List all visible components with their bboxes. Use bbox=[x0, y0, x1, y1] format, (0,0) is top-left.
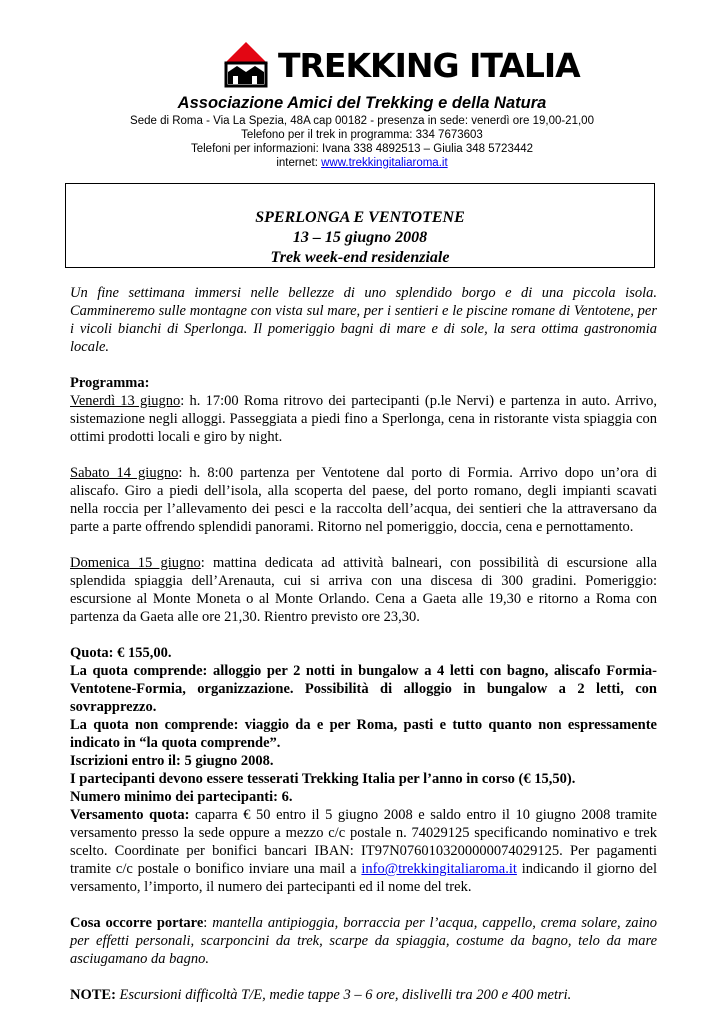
association-name: Associazione Amici del Trekking e della Natura bbox=[177, 94, 547, 112]
info-line-address: Sede di Roma - Via La Spezia, 48A cap 00182 - presenza in sede: venerdì ore 19,00-21,00 bbox=[130, 115, 594, 127]
trek-dates: 13 – 15 giugno 2008 bbox=[292, 229, 428, 246]
day-text-saturday: : h. 8:00 partenza per Ventotene dal porto di Formia. Arrivo dopo un’ora di aliscafo. Giro a piedi dell’isola, alla scoperta del paese, del porto romano, degli impianti scavati nella roccia per l’allevamento dei pesci e la raccolta dell’acqua, dei sentieri che la attraversano da parte a parte offrendo splendidi panorami. Ritorno nel pomeriggio, doccia, cena e pernottamento. bbox=[70, 465, 658, 535]
document-body bbox=[70, 284, 657, 1004]
cosa-portare-text: mantella antipioggia, borraccia per l’acqua, cappello, crema solare, zaino per effetti personali, scarponcini da trek, scarpe da spiaggia, costume da bagno, telo da mare asciugamano da bagno. bbox=[70, 915, 657, 967]
note-label: NOTE: bbox=[70, 987, 116, 1003]
info-line-trek-phone: Telefono per il trek in programma: 334 7673603 bbox=[241, 129, 483, 141]
trekking-italia-logo bbox=[222, 42, 580, 92]
versamento-text: caparra € 50 entro il 5 giugno 2008 e saldo entro il 10 giugno 2008 tramite versamento presso la sede oppure a mezzo c/c postale n. 74029125 specificando nominativo e trek scelto. Coordinate per bonifici bancari IBAN: IT97N0760103200000074029125. Per pagamenti tramite c/c postale o bonifico inviare una mail a bbox=[70, 807, 657, 877]
iscrizioni-line: Iscrizioni entro il: 5 giugno 2008. bbox=[70, 753, 274, 769]
note-text: Escursioni difficoltà T/E, medie tappe 3 – 6 ore, dislivelli tra 200 e 400 metri. bbox=[115, 987, 572, 1003]
cosa-portare-label: Cosa occorre portare bbox=[70, 915, 204, 931]
versamento-tail: indicando il giorno del versamento, l’importo, il numero dei partecipanti ed il nome del trek. bbox=[70, 861, 657, 895]
day-friday bbox=[70, 392, 657, 446]
website-link[interactable]: www.trekkingitaliaroma.it bbox=[321, 157, 448, 169]
day-text-friday: : h. 17:00 Roma ritrovo dei partecipanti (p.le Nervi) e partenza in auto. Arrivo, sistemazione negli alloggi. Passeggiata a piedi fino a Sperlonga, cena in ristorante vista spiaggia con ottimi prodotti locali e giro by night. bbox=[70, 393, 657, 445]
tessera-line: I partecipanti devono essere tesserati Trekking Italia per l’anno in corso (€ 15,50). bbox=[70, 771, 576, 787]
quota-line: Quota: € 155,00. bbox=[70, 645, 172, 661]
internet-label: internet: bbox=[276, 157, 322, 169]
intro-paragraph: Un fine settimana immersi nelle bellezze di uno splendido borgo e di una piccola isola. Cammineremo sulle montagne con vista sul mare, per i sentieri e le piscine romane di Ventotene, per i vicoli bianchi di Sperlonga. Il pomeriggio bagni di mare e di sole, la sera ottima gastronomia locale. bbox=[70, 285, 657, 355]
quota-non-comprende: La quota non comprende: viaggio da e per Roma, pasti e tutto quanto non espressamente indicato in “la quota comprende”. bbox=[70, 717, 657, 751]
info-line-info-phones: Telefoni per informazioni: Ivana 338 4892513 – Giulia 348 5723442 bbox=[190, 143, 534, 155]
quota-comprende: La quota comprende: alloggio per 2 notti in bungalow a 4 letti con bagno, aliscafo Formia-Ventotene-Formia, organizzazione. Possibilità di alloggio in bungalow a 2 letti, con sovrapprezzo. bbox=[70, 663, 657, 715]
title-box bbox=[65, 183, 655, 268]
day-text-sunday: : mattina dedicata ad attività balneari, con possibilità di escursione alla splendida spiaggia dell’Arenauta, cui si arriva con una discesa di 300 gradini. Pomeriggio: escursione al Monte Moneta o al Monte Orlando. Cena a Gaeta alle 19,30 e ritorno a Roma con partenza da Gaeta alle ore 21,30. Rientro previsto ore 23,30. bbox=[70, 555, 657, 625]
day-label-saturday: Sabato 14 giugno bbox=[70, 465, 179, 481]
cosa-portare-colon: : bbox=[203, 915, 213, 931]
versamento-label: Versamento quota: bbox=[70, 807, 190, 823]
minimo-partecipanti: Numero minimo dei partecipanti: 6. bbox=[70, 789, 293, 805]
day-saturday bbox=[70, 464, 657, 536]
trek-type: Trek week-end residenziale bbox=[270, 249, 450, 266]
day-label-friday: Venerdì 13 giugno bbox=[70, 393, 181, 409]
day-label-sunday: Domenica 15 giugno bbox=[70, 555, 201, 571]
trek-title: SPERLONGA E VENTOTENE bbox=[255, 209, 465, 226]
cosa-portare-paragraph bbox=[70, 914, 657, 968]
info-line-internet bbox=[0, 156, 724, 170]
programma-heading: Programma: bbox=[70, 375, 150, 391]
logo-houses-icon bbox=[222, 42, 270, 88]
note-paragraph bbox=[70, 986, 657, 1004]
day-sunday bbox=[70, 554, 657, 626]
versamento-paragraph bbox=[70, 806, 657, 896]
logo-wordmark: TREKKING ITALIA bbox=[278, 46, 580, 85]
email-link[interactable]: info@trekkingitaliaroma.it bbox=[361, 861, 517, 877]
